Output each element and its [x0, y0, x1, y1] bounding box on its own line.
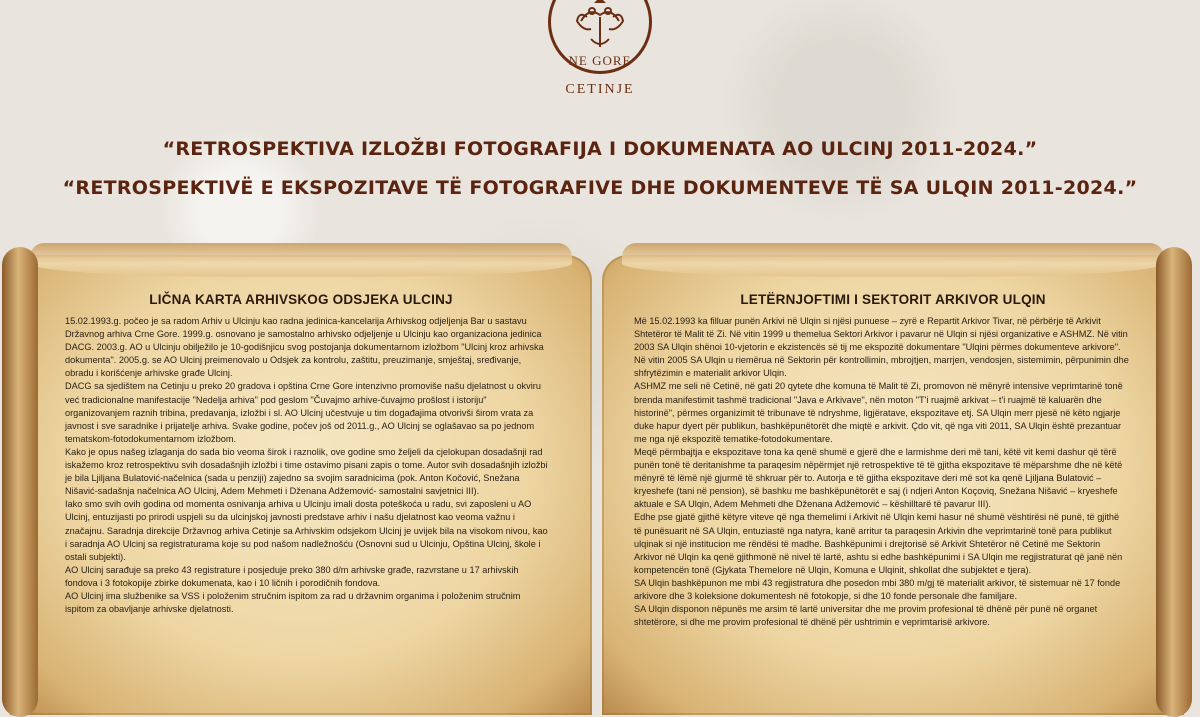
- seal-arc-text: NE GORE: [568, 53, 632, 68]
- left-paragraph: Kako je opus našeg izlaganja do sada bio veoma širok i raznolik, ove godine smo željeli da cjelokupan dosadašnji rad iskažemo kroz retrospektivu svih dosadašnjih izložbi i time ostavimo pisani zapis o tome. Autor svih dosadašnjih izložbi je bila Ljiljana Bulatović-načelnica (sada u penziji) zajedno sa svojim saradnicima (pok. Anton Kočović, Snežana Nišavić-sadašnja načelnica AO Ulcinj, Adem Mehmeti i Dženana Adžemović- samostalni savjetnici III).: [65, 446, 548, 497]
- right-panel-body: [634, 315, 1129, 629]
- left-panel-body: [65, 315, 552, 616]
- left-paragraph: DACG sa sjedištem na Cetinju u preko 20 gradova i opština Crne Gore intenzivno promoviše našu djelatnost u okviru već tradicionalne manifestacije "Nedelja arhiva" pod geslom "Čuvajmo arhive-čuvajmo prošlost i istoriju" organizovanjem raznih tribina, predavanja, izložbi i sl. AO Ulcinj učestvuje u tim događajima otvorivši širom vrata za javnost i sve saradnike i prijatelje arhiva. Svake godine, počev još od 2011.g., AO Ulcinj se oglašavao sa po jednom tematskom-fotodokumentarnom izložbom.: [65, 381, 541, 444]
- left-paragraph: 15.02.1993.g. počeo je sa radom Arhiv u Ulcinju kao radna jedinica-kancelarija Arhivskog odjeljenja Bar u sastavu Državnog arhiva Crne Gore. 1999.g. osnovano je samostalno arhivsko odjeljenje u Ulcinju kao organizaciona jedinica DACG. 2003.g. AO u Ulcinju obilježilo je 10-godišnjicu svog postojanja dokumentarnom izložbom "Ulcinj kroz arhivska dokumenta". 2005.g. se AO Ulcinj preimenovalo u Odsjek za kontrolu, zaštitu, preuzimanje, smještaj, sređivanje, obradu i korišćenje arhivske građe Ulcinj.: [65, 316, 544, 379]
- exhibition-title-albanian: “RETROSPEKTIVË E EKSPOZITAVE TË FOTOGRAFIVE DHE DOKUMENTEVE TË SA ULQIN 2011-2024.”: [62, 177, 1138, 199]
- exhibition-title-montenegrin: “RETROSPEKTIVA IZLOŽBI FOTOGRAFIJA I DOKUMENATA AO ULCINJ 2011-2024.”: [162, 138, 1038, 160]
- scroll-roll-left: [2, 247, 38, 717]
- left-paragraph: AO Ulcinj ima službenike sa VSS i položenim stručnim ispitom za rad u državnim organima i položenim stručnim ispitom za obavljanje arhivske djelatnosti.: [65, 590, 521, 615]
- right-parchment-scroll: [602, 255, 1184, 715]
- right-paragraph: Edhe pse gjatë gjithë këtyre viteve që nga themelimi i Arkivit në Ulqin kemi hasur në shumë vështirësi në punë, të gjithë të punësuarit në SA Ulqin, entuziastë nga natyra, kanë arritur ta paraqesin Arkivin dhe veprimtarinë tonë para publikut ulqinak si një institucion me rëndësi të madhe. Bashkëpunimi i drejtorisë së Arkivit Shtetëror në Cetinë me Sektorin Arkivor në Ulqin ka qenë gjithmonë në nivel të lartë, ashtu si edhe bashkëpunimi i SA Ulqin me regjistraturat që janë nën kompetencën tonë (Gjykata Themelore në Ulqin, Komuna e Ulqinit, shkollat dhe subjektet e tjera).: [634, 512, 1123, 575]
- left-paragraph: AO Ulcinj sarađuje sa preko 43 registrature i posjeduje preko 380 d/m arhivske građe, razvrstane u 17 arhivskih fondova i 3 fotokopije zbirke dokumenata, kao i 10 ličnih i porodičnih fondova.: [65, 564, 519, 588]
- seal-city-text: CETINJE: [565, 82, 635, 97]
- scroll-top-curl: [30, 243, 572, 277]
- right-paragraph: SA Ulqin bashkëpunon me mbi 43 regjistratura dhe posedon mbi 380 m/gj të materialit arkivor, të sistemuar në 17 fonde arkivore dhe 3 koleksione dokumentesh në fotokopje, si dhe 10 fonde personale dhe familjare.: [634, 577, 1121, 601]
- left-paragraph: Iako smo svih ovih godina od momenta osnivanja arhiva u Ulcinju imali dosta poteškoća u radu, svi zaposleni u AO Ulcinj, entuzijasti po prirodi uspjeli su da ulcinjskoj javnosti predstave arhiv i našu djelatnost kao veoma važnu i značajnu. Saradnja direkcije Državnog arhiva Cetinje sa Arhivskim odsjekom Ulcinj je uvijek bila na visokom nivou, kao i saradnja AO Ulcinj sa registraturama koje su pod našom nadležnošću (Osnovni sud u Ulcinju, Opština Ulcinj, škole i ostali subjekti).: [65, 499, 548, 562]
- left-parchment-scroll: [10, 255, 592, 715]
- right-panel-title: LETËRNJOFTIMI I SEKTORIT ARKIVOR ULQIN: [740, 292, 1046, 307]
- scroll-roll-right: [1156, 247, 1192, 717]
- right-paragraph: SA Ulqin disponon nëpunës me arsim të lartë universitar dhe me provim profesional të dhënë për punë në organet shtetërore, si dhe me provim profesional të dhënë për ushtrimin e veprimtarisë arkivore.: [634, 604, 1098, 628]
- scroll-top-curl: [622, 243, 1164, 277]
- right-paragraph: ASHMZ me seli në Cetinë, në gati 20 qytete dhe komuna të Malit të Zi, promovon në mënyrë intensive veprimtarinë tonë brenda manifestimit tashmë tradicional "Java e Arkivave", nën moton "T'i ruajmë arkivat – t'i ruajmë të kaluarën dhe historinë", përmes organizimit të tribunave të ndryshme, ligjëratave, ekspozitave etj. SA Ulqin merr pjesë në këto ngjarje duke hapur dyert për publikun, bashkëpunëtorët dhe miqtë e arkivit. Çdo vit, që nga viti 2011, SA Ulqin është prezantuar me nga një ekspozitë tematike-fotodokumentare.: [634, 381, 1123, 444]
- right-paragraph: Meqë përmbajtja e ekspozitave tona ka qenë shumë e gjerë dhe e larmishme deri më tani, këtë vit kemi dashur që tërë punën tonë të deritanishme ta paraqesim nëpërmjet një retrospektive të të gjitha ekspozitave të mëparshme dhe në këtë mënyrë të lëmë një gjurmë të shkruar për to. Autorja e të gjitha ekspozitave deri më sot ka qenë Ljiljana Bulatović – kryeshefe (tani në pension), së bashku me bashkëpunëtorët e saj (i ndjeri Anton Koçoviq, Snežana Nišavić – kryeshefe aktuale e SA Ulqin, Adem Mehmeti dhe Dženana Adžemović – këshilltarë të pavarur III).: [634, 446, 1123, 510]
- left-panel-title: LIČNA KARTA ARHIVSKOG ODSJEKA ULCINJ: [149, 292, 453, 307]
- right-paragraph: Më 15.02.1993 ka filluar punën Arkivi në Ulqin si njësi punuese – zyrë e Repartit Arkivor Tivar, në përbërje të Arkivit Shtetëror të Malit të Zi. Në vitin 1999 u themelua Sektori Arkivor i pavarur në Ulqin si njësi organizative e ASHMZ. Në vitin 2003 SA Ulqin shënoi 10-vjetorin e ekzistencës së tij me ekspozitë dokumentare "Ulqini përmes dokumenteve arkivore". Në vitin 2005 SA Ulqin u riemërua në Sektorin për kontrollimin, mbrojtjen, marrjen, vendosjen, sistemimin, përpunimin dhe shfrytëzimin e materialit arkivor Ulqin.: [634, 316, 1129, 379]
